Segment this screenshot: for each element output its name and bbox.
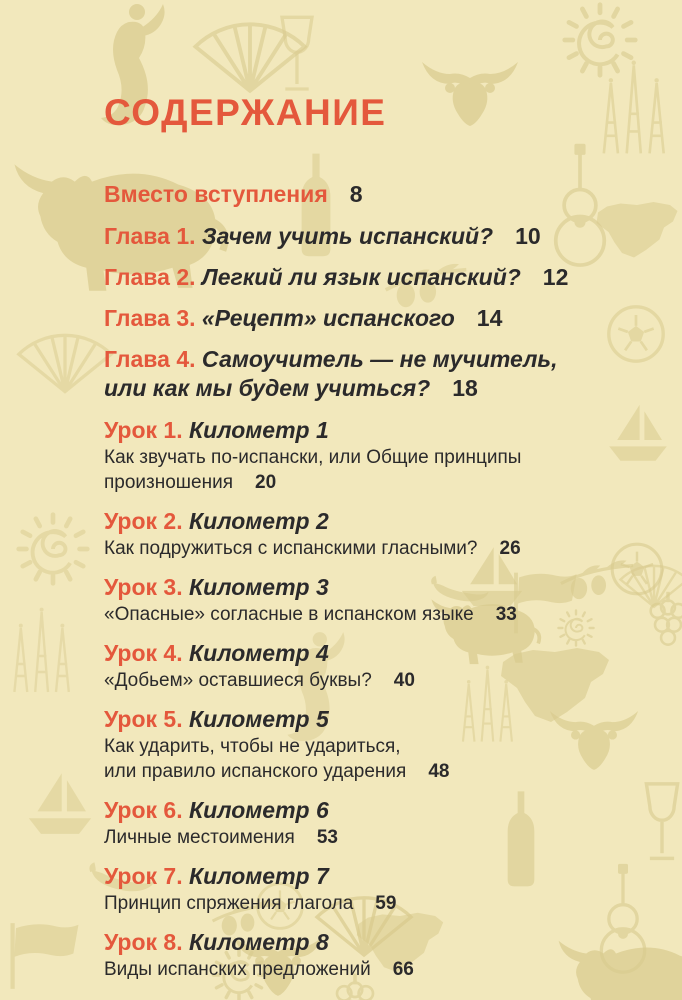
page-number: 59 — [375, 893, 397, 914]
chapter-title-line-1 — [104, 345, 614, 374]
chapter-label: Глава 2. — [104, 264, 196, 290]
lesson-description-text: Как звучать по-испански, или Общие принципы произношения — [104, 447, 522, 493]
lesson-description-text: или правило испанского ударения — [104, 761, 407, 782]
chapter-title: «Рецепт» испанского — [201, 305, 455, 331]
page-number: 12 — [542, 264, 569, 290]
chapter-title-continued: или как мы будем учиться? — [104, 375, 431, 401]
page-number: 40 — [393, 670, 415, 691]
toc-entry-lesson-8 — [104, 927, 614, 982]
lesson-description — [104, 957, 614, 982]
toc-content — [104, 92, 614, 993]
lesson-kilometre: Километр 5 — [189, 706, 329, 732]
lesson-description-text: «Опасные» согласные в испанском языке — [104, 604, 474, 625]
page-number: 18 — [452, 375, 478, 401]
toc-entry-lesson-7 — [104, 861, 614, 916]
toc-entry-lesson-2 — [104, 506, 614, 561]
lesson-description — [104, 602, 614, 627]
lesson-description — [104, 891, 614, 916]
lesson-label: Урок 1. — [104, 417, 183, 443]
sun-spiral-icon — [565, 5, 635, 75]
lesson-label: Урок 3. — [104, 574, 183, 600]
fan-icon — [620, 565, 682, 607]
toc-entry-lesson-5 — [104, 704, 614, 784]
lesson-heading — [104, 927, 614, 957]
lesson-kilometre: Километр 8 — [189, 929, 329, 955]
page-number: 14 — [476, 305, 503, 331]
lesson-heading — [104, 861, 614, 891]
flag-icon — [13, 923, 79, 989]
lesson-label: Урок 8. — [104, 929, 183, 955]
lesson-description-text: Виды испанских предложений — [104, 959, 371, 980]
sagrada-familia-icon — [14, 608, 68, 692]
fan-icon — [195, 23, 304, 91]
toc-entry-chapter-4 — [104, 345, 614, 403]
wine-glass-icon — [646, 784, 677, 859]
sailboat-icon — [609, 405, 667, 461]
toc-entry-lesson-4 — [104, 638, 614, 693]
lesson-description-text: Личные местоимения — [104, 827, 295, 848]
lesson-kilometre: Километр 7 — [189, 863, 329, 889]
lesson-kilometre: Километр 4 — [189, 640, 329, 666]
lesson-kilometre: Километр 6 — [189, 797, 329, 823]
lesson-heading — [104, 795, 614, 825]
page-number: 20 — [255, 472, 277, 493]
lesson-kilometre: Километр 3 — [189, 574, 329, 600]
chapter-label: Глава 1. — [104, 223, 196, 249]
sailboat-icon — [29, 773, 91, 834]
toc-entry-chapter-1 — [104, 222, 614, 251]
wine-glass-icon — [282, 17, 312, 89]
lesson-description — [104, 825, 614, 850]
lesson-description-text: Как подружиться с испанскими гласными? — [104, 538, 478, 559]
page-number: 48 — [428, 761, 450, 782]
page-number: 8 — [349, 181, 363, 207]
chapter-label: Глава 3. — [104, 305, 196, 331]
page-number: 33 — [495, 604, 517, 625]
lesson-label: Урок 2. — [104, 508, 183, 534]
toc-entry-chapter-2 — [104, 263, 614, 292]
lessons-list — [104, 415, 614, 982]
lesson-heading — [104, 638, 614, 668]
lesson-label: Урок 7. — [104, 863, 183, 889]
lesson-heading — [104, 572, 614, 602]
chapter-label: Глава 4. — [104, 346, 196, 372]
fan-icon — [19, 334, 111, 391]
lesson-description — [104, 668, 614, 693]
lesson-description-line-2 — [104, 759, 614, 784]
lesson-description-text: «Добьем» оставшиеся буквы? — [104, 670, 372, 691]
page-number: 53 — [316, 827, 338, 848]
chapter-title: Зачем учить испанский? — [201, 223, 494, 249]
toc-entry-intro — [104, 180, 614, 208]
lesson-description-text: Принцип спряжения глагола — [104, 893, 354, 914]
lesson-description-text: Как ударить, чтобы не удариться, — [104, 736, 401, 757]
page-number: 10 — [515, 223, 541, 249]
sun-spiral-icon — [19, 515, 88, 584]
lesson-heading — [104, 704, 614, 734]
lesson-heading — [104, 506, 614, 536]
toc-entry-lesson-1 — [104, 415, 614, 495]
lesson-kilometre: Километр 1 — [189, 417, 329, 443]
lesson-description — [104, 536, 614, 561]
toc-entry-lesson-6 — [104, 795, 614, 850]
chapter-title-line-2 — [104, 374, 614, 403]
lesson-kilometre: Километр 2 — [189, 508, 329, 534]
chapter-title: Легкий ли язык испанский? — [201, 264, 521, 290]
lesson-label: Урок 6. — [104, 797, 183, 823]
toc-entry-lesson-3 — [104, 572, 614, 627]
lesson-label: Урок 4. — [104, 640, 183, 666]
lesson-label: Урок 5. — [104, 706, 183, 732]
lesson-description — [104, 734, 614, 759]
lesson-description — [104, 445, 614, 495]
page-number: 66 — [392, 959, 414, 980]
chapter-title: Самоучитель — не мучитель, — [201, 346, 558, 372]
toc-entry-chapter-3 — [104, 304, 614, 333]
lesson-heading — [104, 415, 614, 445]
intro-label: Вместо вступления — [104, 181, 328, 207]
soccer-ball-icon — [609, 307, 663, 361]
page-title: СОДЕРЖАНИЕ — [104, 92, 387, 133]
page-number: 26 — [499, 538, 521, 559]
